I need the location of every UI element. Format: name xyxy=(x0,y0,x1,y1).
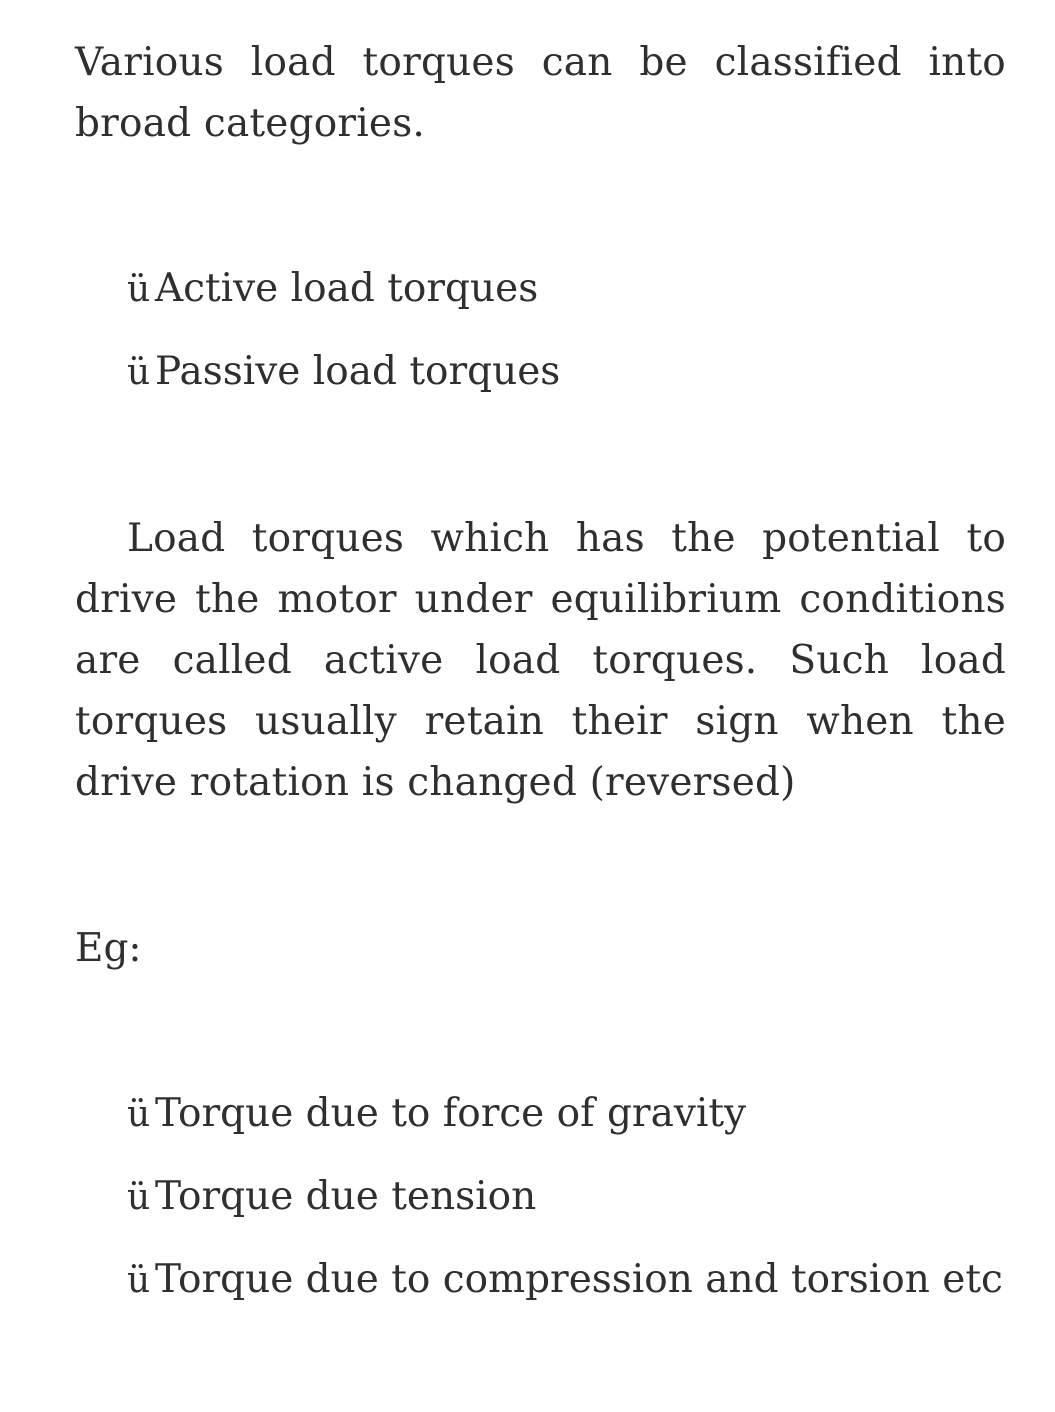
example-item-compression xyxy=(127,1255,1003,1306)
example-text: Torque due to force of gravity xyxy=(155,1091,747,1136)
category-item-active xyxy=(127,264,538,315)
intro-paragraph: Various load torques can be classified into broad categories. xyxy=(75,40,1006,146)
example-text: Torque due to compression and torsion etc xyxy=(155,1257,1003,1302)
example-item-tension xyxy=(127,1172,536,1223)
check-bullet-icon: ü xyxy=(127,1094,151,1135)
check-bullet-icon: ü xyxy=(127,269,151,310)
example-item-gravity xyxy=(127,1089,746,1140)
check-bullet-icon: ü xyxy=(127,1260,151,1301)
check-bullet-icon: ü xyxy=(127,352,151,393)
category-label: Active load torques xyxy=(155,266,539,311)
check-bullet-icon: ü xyxy=(127,1177,151,1218)
definition-paragraph: Load torques which has the potential to drive the motor under equilibrium conditions are called active load torques. Such load torques usually retain their sign when the drive rotation is changed (reversed) xyxy=(75,516,1006,805)
example-text: Torque due tension xyxy=(155,1174,537,1219)
category-item-passive xyxy=(127,347,560,398)
example-label: Eg: xyxy=(75,926,142,971)
category-label: Passive load torques xyxy=(155,349,561,394)
